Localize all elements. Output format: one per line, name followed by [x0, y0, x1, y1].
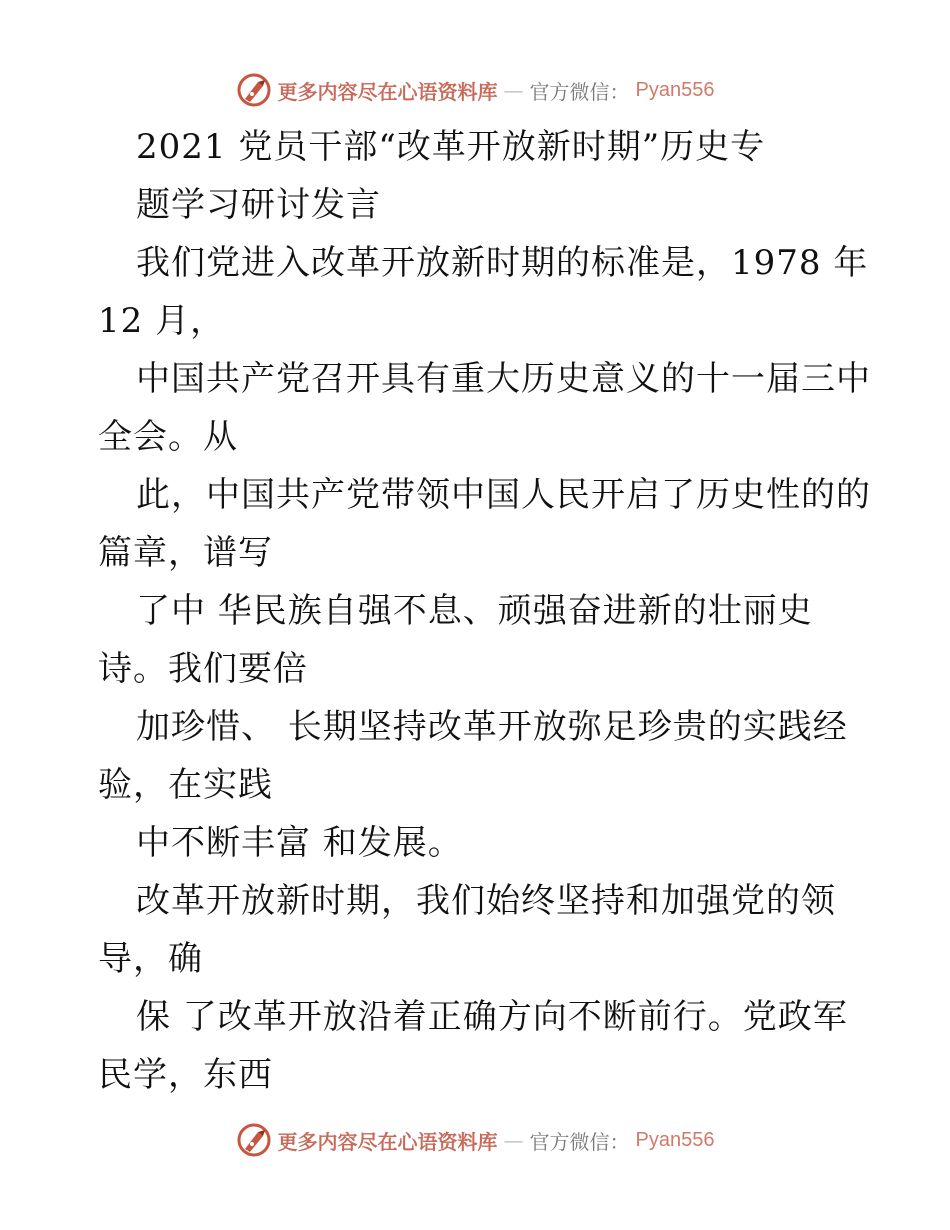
- body-line: 民学，东西: [98, 1055, 273, 1095]
- body-line: 中不断丰富 和发展。: [136, 823, 463, 863]
- watermark-dash: —: [503, 1128, 524, 1152]
- body-line: 全会。从: [98, 417, 238, 457]
- body-line: 加珍惜、 长期坚持改革开放弥足珍贵的实践经: [136, 707, 848, 747]
- body-line: 此，中国共产党带领中国人民开启了历史性的的: [136, 475, 871, 515]
- body-line: 12 月，: [98, 301, 226, 341]
- watermark-text: 更多内容尽在心语资料库: [277, 1129, 498, 1154]
- header-watermark: [0, 70, 950, 110]
- footer-watermark: [0, 1120, 950, 1160]
- watermark-text: 更多内容尽在心语资料库: [277, 79, 498, 104]
- body-line: 改革开放新时期，我们始终坚持和加强党的领: [136, 881, 836, 921]
- body-line: 了中 华民族自强不息、顽强奋进新的壮丽史: [136, 591, 813, 631]
- body-line: 篇章，谱写: [98, 533, 273, 573]
- pen-nib-logo-icon: [236, 72, 272, 108]
- body-line: 导，确: [98, 939, 203, 979]
- watermark-label: 官方微信：: [529, 1129, 630, 1154]
- watermark-dash: —: [503, 78, 524, 102]
- title-line: 2021 党员干部“改革开放新时期”历史专: [136, 127, 766, 167]
- document-paragraphs: [98, 234, 871, 1104]
- body-line: 诗。我们要倍: [98, 649, 308, 689]
- watermark-wechat-id: Pyan556: [635, 1128, 715, 1151]
- document-title: [98, 118, 858, 234]
- body-line: 中国共产党召开具有重大历史意义的十一届三中: [136, 359, 871, 399]
- body-line: 验，在实践: [98, 765, 273, 805]
- body-line: 我们党进入改革开放新时期的标准是，1978 年: [136, 243, 869, 283]
- document-body: [98, 118, 871, 1104]
- pen-nib-logo-icon: [236, 1122, 272, 1158]
- watermark-wechat-id: Pyan556: [635, 78, 715, 101]
- watermark-label: 官方微信：: [529, 79, 630, 104]
- body-line: 保 了改革开放沿着正确方向不断前行。党政军: [136, 997, 848, 1037]
- title-line: 题学习研讨发言: [136, 185, 381, 225]
